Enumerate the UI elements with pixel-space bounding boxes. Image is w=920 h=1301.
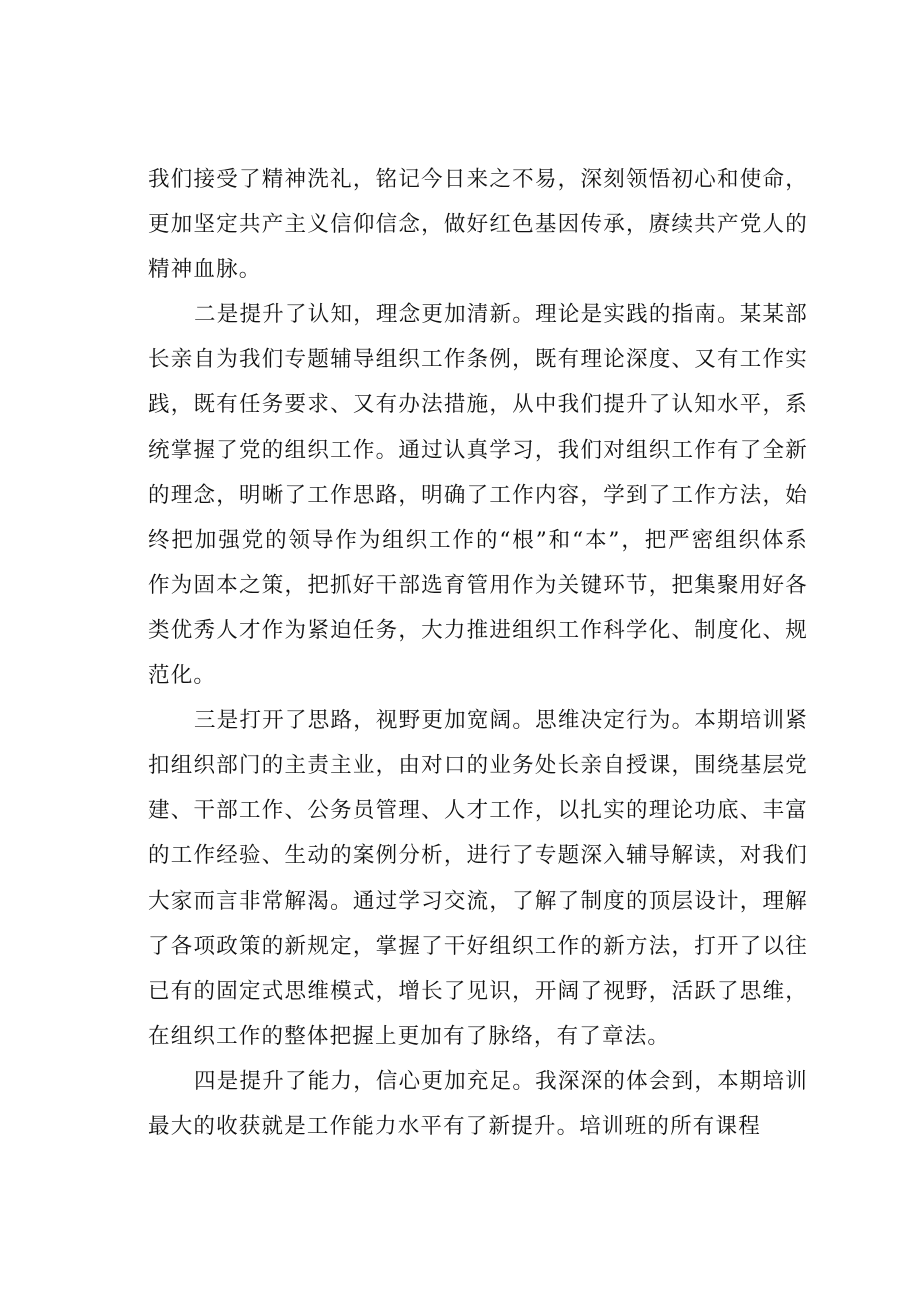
paragraph-continuation: 我们接受了精神洗礼，铭记今日来之不易，深刻领悟初心和使命，更加坚定共产主义信仰信念，做好红色基因传承，赓续共产党人的精神血脉。 — [148, 167, 808, 283]
document-body — [148, 157, 808, 1149]
paragraph-point-four: 四是提升了能力，信心更加充足。我深深的体会到，本期培训最大的收获就是工作能力水平有了新提升。培训班的所有课程 — [148, 1068, 808, 1139]
paragraph-point-two: 二是提升了认知，理念更加清新。理论是实践的指南。某某部长亲自为我们专题辅导组织工作条例，既有理论深度、又有工作实践，既有任务要求、又有办法措施，从中我们提升了认知水平，系统掌握了党的组织工作。通过认真学习，我们对组织工作有了全新的理念，明晰了工作思路，明确了工作内容，学到了工作方法，始终把加强党的领导作为组织工作的“根”和“本”，把严密组织体系作为固本之策，把抓好干部选育管用作为关键环节，把集聚用好各类优秀人才作为紧迫任务，大力推进组织工作科学化、制度化、规范化。 — [148, 302, 808, 689]
paragraph-point-three: 三是打开了思路，视野更加宽阔。思维决定行为。本期培训紧扣组织部门的主责主业，由对口的业务处长亲自授课，围绕基层党建、干部工作、公务员管理、人才工作，以扎实的理论功底、丰富的工作经验、生动的案例分析，进行了专题深入辅导解读，对我们大家而言非常解渴。通过学习交流，了解了制度的顶层设计，理解了各项政策的新规定，掌握了干好组织工作的新方法，打开了以往已有的固定式思维模式，增长了见识，开阔了视野，活跃了思维，在组织工作的整体把握上更加有了脉络，有了章法。 — [148, 708, 808, 1049]
